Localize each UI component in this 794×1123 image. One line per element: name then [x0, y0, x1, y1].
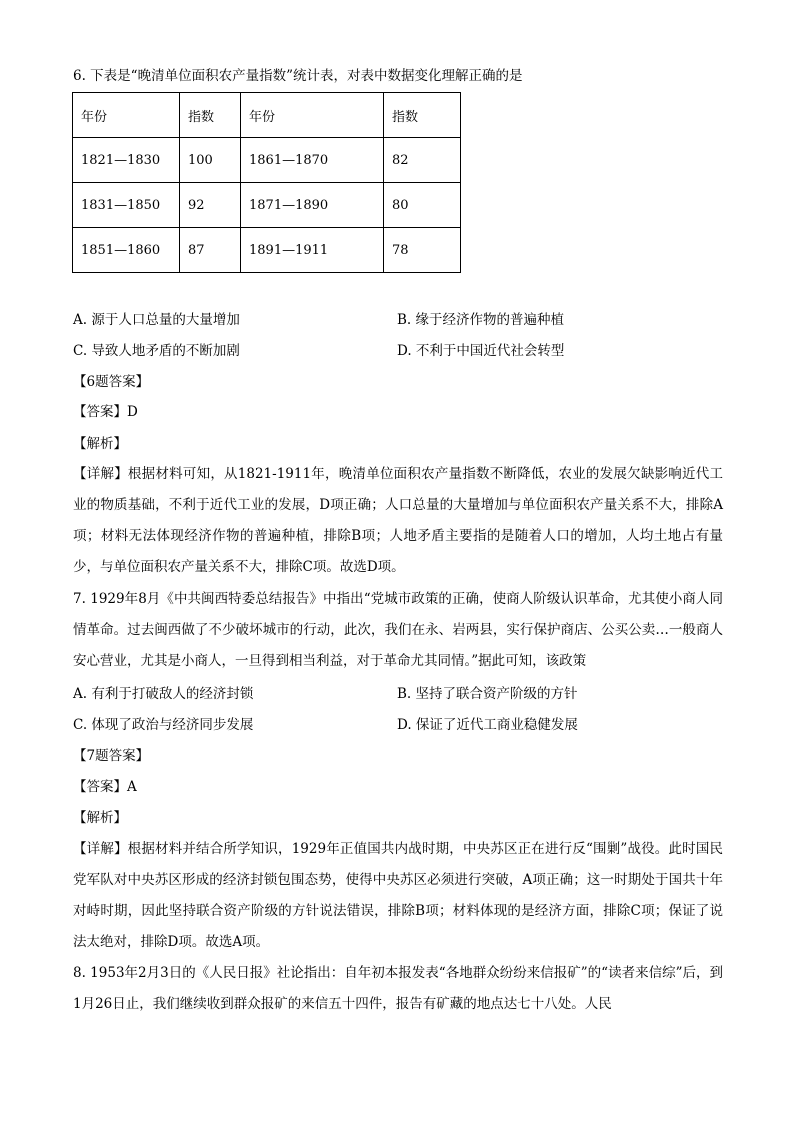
q6-answer: 【答案】D	[73, 404, 138, 420]
q7-section-heading: 【7题答案】	[73, 748, 150, 764]
q6-detail: 【详解】根据材料可知，从1821-1911年，晚清单位面积农产量指数不断降低，农业的发展欠缺影响近代工业的物质基础，不利于近代工业的发展，D项正确；人口总量的大量增加与单位面积农产量关系不大，排除A项；材料无法体现经济作物的普遍种植，排除B项；人地矛盾主要指的是随着人口的增加，人均土地占有量少，与单位面积农产量关系不大，排除C项。故选D项。	[73, 466, 723, 575]
q7-detail: 【详解】根据材料并结合所学知识，1929年正值国共内战时期，中央苏区正在进行反“围剿”战役。此时国民党军队对中央苏区形成的经济封锁包围态势，使得中央苏区必须进行突破，A项正确；这一时期处于国共十年对峙时期，因此坚持联合资产阶级的方针说法错误，排除B项；材料体现的是经济方面，排除C项；保证了说法太绝对，排除D项。故选A项。	[73, 841, 723, 950]
q6-option-a: A. 源于人口总量的大量增加	[73, 312, 240, 328]
table-row	[73, 183, 461, 228]
q6-analysis-label: 【解析】	[73, 436, 127, 452]
table-header-row	[73, 93, 461, 138]
table-header: 指数	[180, 93, 241, 138]
q7-analysis-label: 【解析】	[73, 810, 127, 826]
q7-answer: 【答案】A	[73, 779, 137, 795]
q6-section-heading: 【6题答案】	[73, 374, 150, 390]
table-header: 指数	[384, 93, 461, 138]
table-cell: 1821—1830	[73, 138, 180, 183]
q6-index-table	[72, 92, 461, 273]
q7-option-a: A. 有利于打破敌人的经济封锁	[73, 686, 254, 702]
table-cell: 1831—1850	[73, 183, 180, 228]
table-cell: 1871—1890	[241, 183, 384, 228]
table-header: 年份	[241, 93, 384, 138]
q6-option-d: D. 不利于中国近代社会转型	[397, 343, 565, 359]
table-cell: 100	[180, 138, 241, 183]
table-header: 年份	[73, 93, 180, 138]
q6-option-c: C. 导致人地矛盾的不断加剧	[73, 343, 240, 359]
q7-option-d: D. 保证了近代工商业稳健发展	[397, 717, 578, 733]
q8-stem: 8. 1953年2月3日的《人民日报》社论指出：自年初本报发表“各地群众纷纷来信报矿”的“读者来信综”后，到1月26日止，我们继续收到群众报矿的来信五十四件，报告有矿藏的地点达七十八处。人民	[73, 965, 723, 1012]
q6-option-b: B. 缘于经济作物的普遍种植	[397, 312, 565, 328]
table-cell: 1851—1860	[73, 228, 180, 273]
table-row	[73, 228, 461, 273]
q7-option-c: C. 体现了政治与经济同步发展	[73, 717, 254, 733]
table-cell: 87	[180, 228, 241, 273]
table-cell: 1891—1911	[241, 228, 384, 273]
table-cell: 92	[180, 183, 241, 228]
table-cell: 80	[384, 183, 461, 228]
q7-stem: 7. 1929年8月《中共闽西特委总结报告》中指出“党城市政策的正确，使商人阶级认识革命，尤其使小商人同情革命。过去闽西做了不少破坏城市的行动，此次，我们在永、岩两县，实行保护商店、公买公卖…一般商人安心营业，尤其是小商人，一旦得到相当利益，对于革命尤其同情。”据此可知，该政策	[73, 591, 723, 669]
table-cell: 78	[384, 228, 461, 273]
table-cell: 1861—1870	[241, 138, 384, 183]
table-row	[73, 138, 461, 183]
q7-option-b: B. 坚持了联合资产阶级的方针	[397, 686, 578, 702]
table-cell: 82	[384, 138, 461, 183]
q6-stem: 6. 下表是“晚清单位面积农产量指数”统计表，对表中数据变化理解正确的是	[73, 68, 523, 84]
